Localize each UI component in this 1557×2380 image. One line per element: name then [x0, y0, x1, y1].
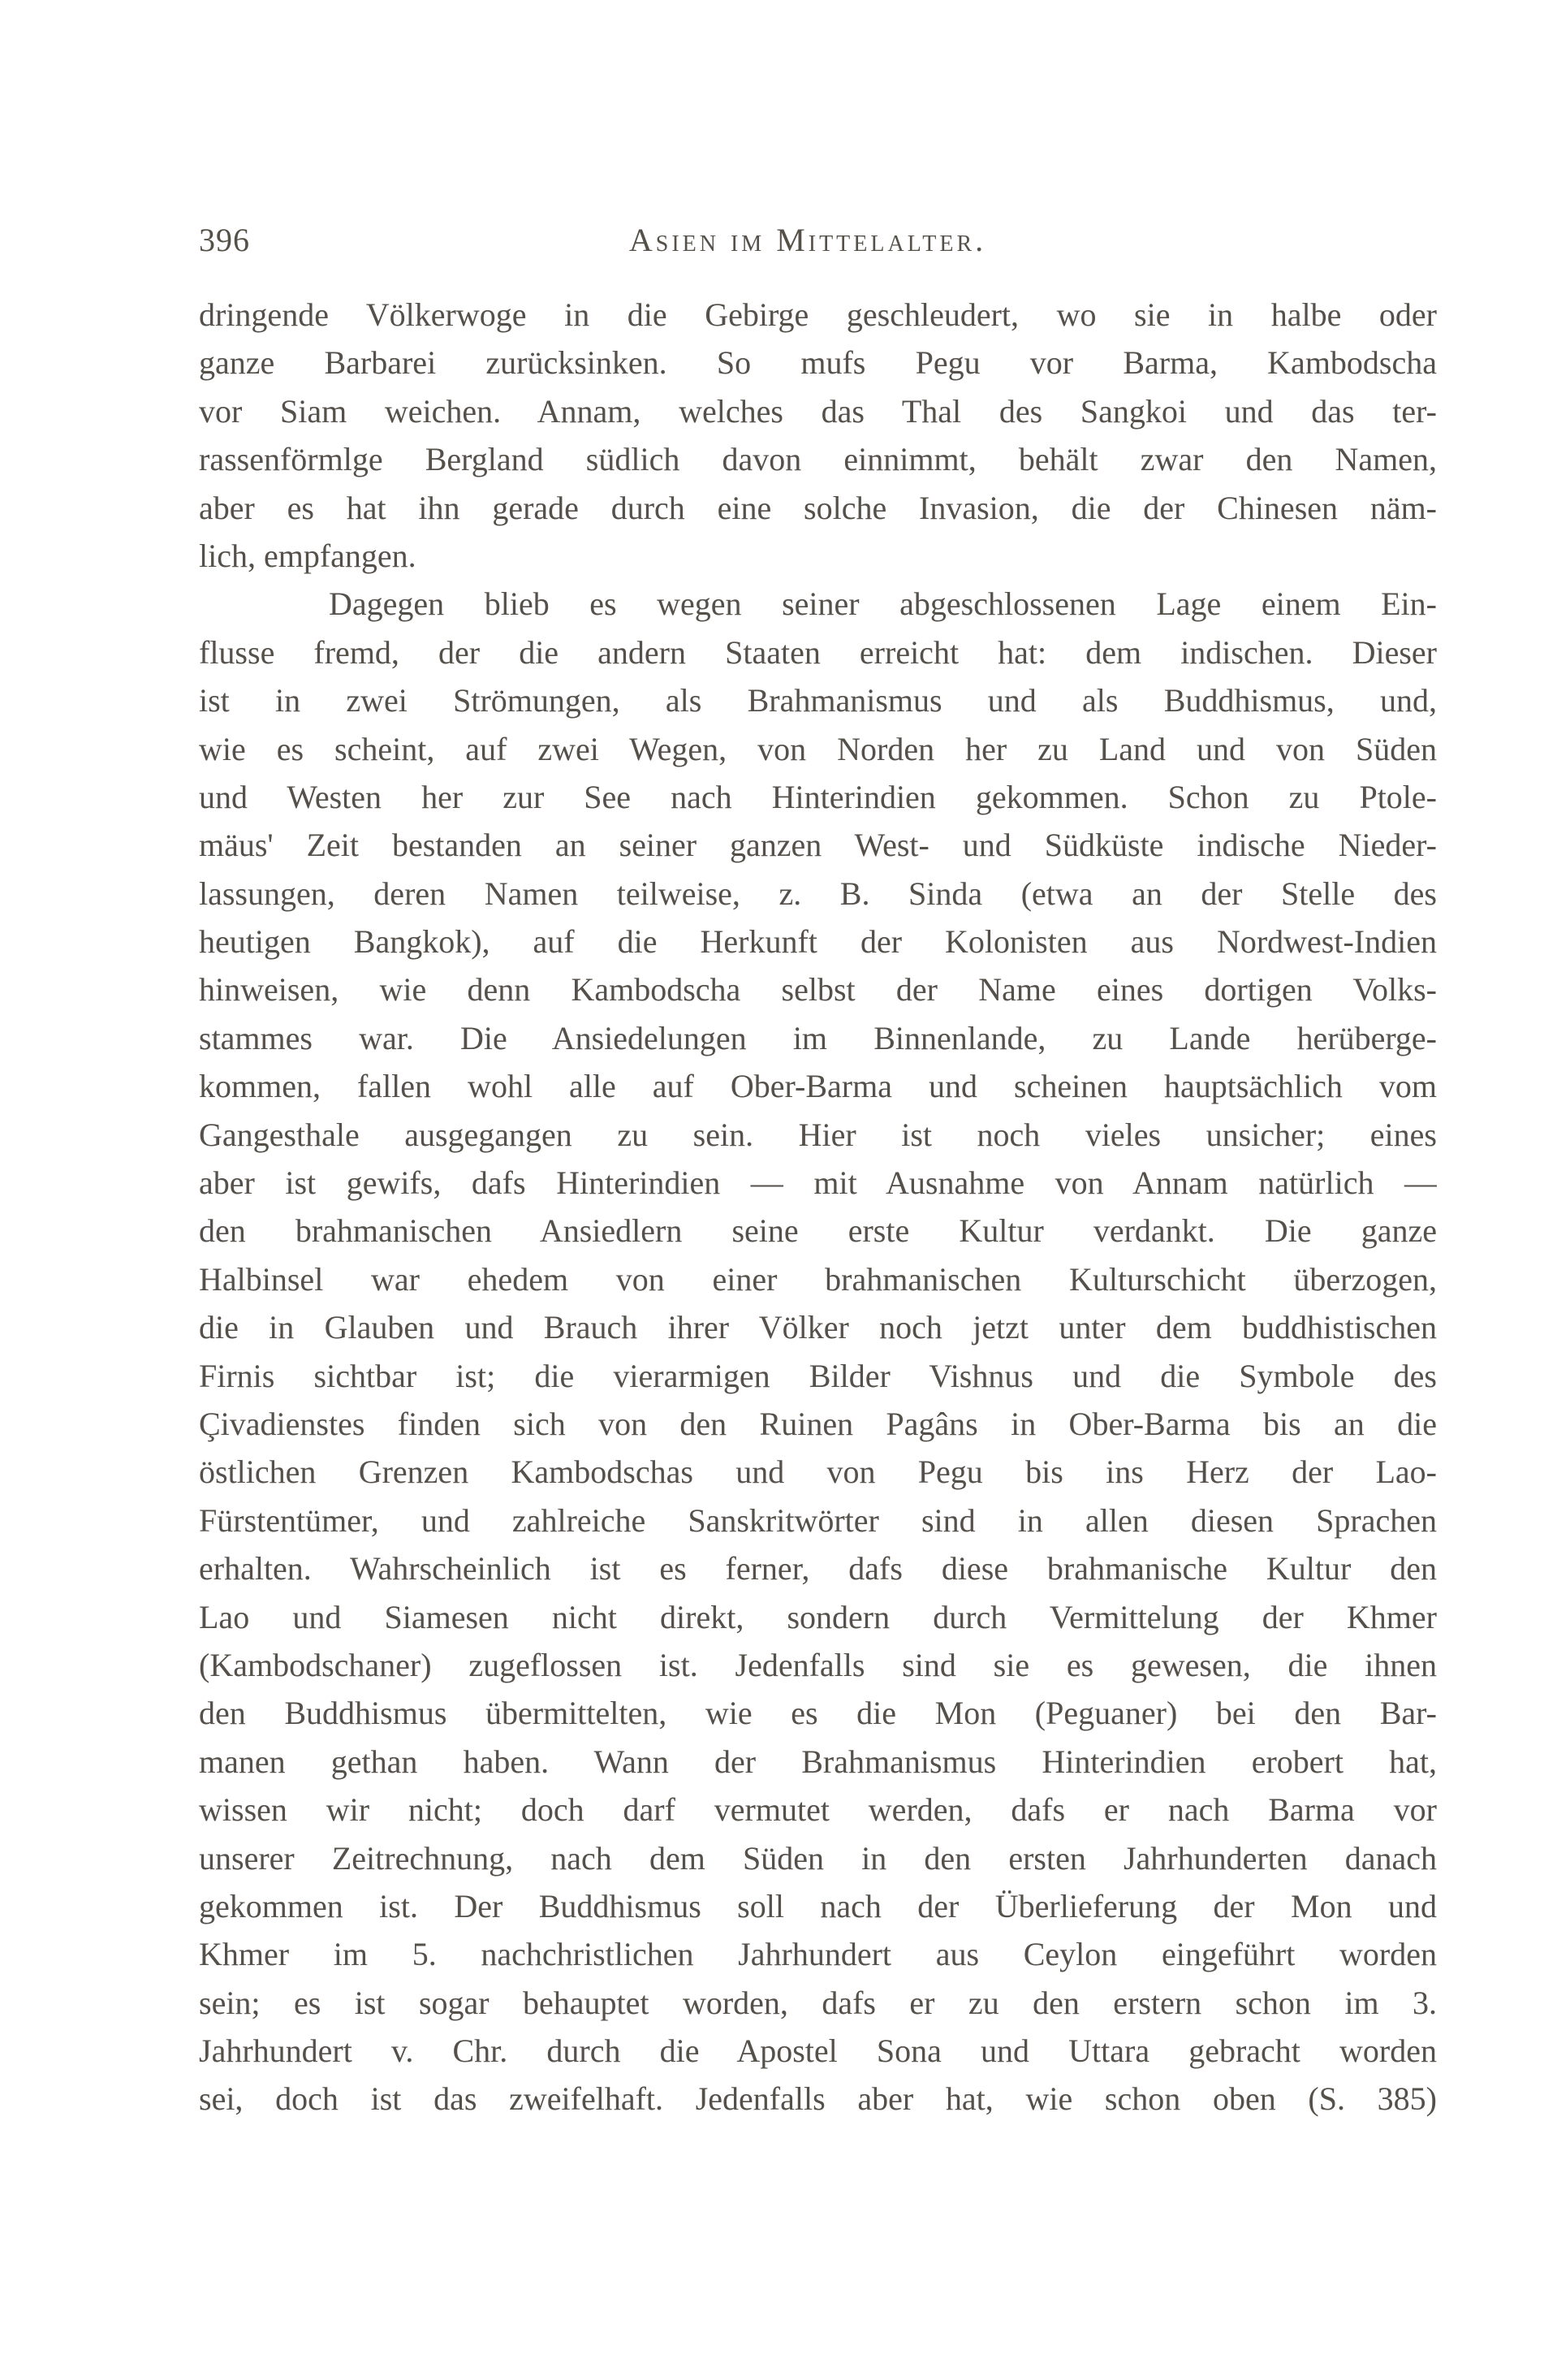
text-line: unserer Zeitrechnung, nach dem Süden in den ersten Jahrhunderten danach	[199, 1839, 1437, 1877]
text-line: dringende Völkerwoge in die Gebirge geschleudert, wo sie in halbe oder	[199, 296, 1437, 333]
text-line: Lao und Siamesen nicht direkt, sondern durch Vermittelung der Khmer	[199, 1598, 1437, 1635]
text-line: Khmer im 5. nachchristlichen Jahrhundert aus Ceylon eingeführt worden	[199, 1936, 1437, 1973]
text-line: und Westen her zur See nach Hinterindien gekommen. Schon zu Ptole-	[199, 778, 1437, 815]
text-line: Fürstentümer, und zahlreiche Sanskritwörter sind in allen diesen Sprachen	[199, 1501, 1437, 1539]
text-line: wie es scheint, auf zwei Wegen, von Norden her zu Land und von Süden	[199, 730, 1437, 767]
text-line: mäus' Zeit bestanden an seiner ganzen West- und Südküste indische Nieder-	[199, 827, 1437, 864]
text-line: heutigen Bangkok), auf die Herkunft der Kolonisten aus Nordwest-Indien	[199, 923, 1437, 961]
text-line: sei, doch ist das zweifelhaft. Jedenfalls aber hat, wie schon oben (S. 385)	[199, 2080, 1437, 2118]
text-line: Dagegen blieb es wegen seiner abgeschlossenen Lage einem Ein-	[329, 585, 1437, 623]
text-line: vor Siam weichen. Annam, welches das Thal des Sangkoi und das ter-	[199, 392, 1437, 430]
text-line: sein; es ist sogar behauptet worden, dafs er zu den erstern schon im 3.	[199, 1984, 1437, 2021]
running-head	[199, 221, 1437, 270]
text-line: wissen wir nicht; doch darf vermutet werden, dafs er nach Barma vor	[199, 1791, 1437, 1829]
text-line: ganze Barbarei zurücksinken. So mufs Pegu vor Barma, Kambodscha	[199, 344, 1437, 382]
text-line: die in Glauben und Brauch ihrer Völker noch jetzt unter dem buddhistischen	[199, 1309, 1437, 1346]
running-title: Asien im Mittelalter.	[628, 222, 987, 258]
text-line: aber es hat ihn gerade durch eine solche Invasion, die der Chinesen näm-	[199, 489, 1437, 526]
text-line: gekommen ist. Der Buddhismus soll nach der Überlieferung der Mon und	[199, 1887, 1437, 1924]
text-line: manen gethan haben. Wann der Brahmanismus Hinterindien erobert hat,	[199, 1743, 1437, 1780]
text-line: Jahrhundert v. Chr. durch die Apostel Sona und Uttara gebracht worden	[199, 2032, 1437, 2070]
text-line: flusse fremd, der die andern Staaten erreicht hat: dem indischen. Dieser	[199, 633, 1437, 671]
text-line: erhalten. Wahrscheinlich ist es ferner, dafs diese brahmanische Kultur den	[199, 1550, 1437, 1587]
text-line: Halbinsel war ehedem von einer brahmanischen Kulturschicht überzogen,	[199, 1260, 1437, 1298]
text-line: lich, empfangen.	[199, 537, 416, 574]
page-number: 396	[199, 222, 250, 258]
text-line: rassenförmlge Bergland südlich davon einnimmt, behält zwar den Namen,	[199, 441, 1437, 478]
text-line: kommen, fallen wohl alle auf Ober-Barma und scheinen hauptsächlich vom	[199, 1068, 1437, 1105]
text-line: Firnis sichtbar ist; die vierarmigen Bilder Vishnus und die Symbole des	[199, 1357, 1437, 1394]
text-line: ist in zwei Strömungen, als Brahmanismus und als Buddhismus, und,	[199, 682, 1437, 719]
text-line: den brahmanischen Ansiedlern seine erste Kultur verdankt. Die ganze	[199, 1212, 1437, 1250]
text-line: den Buddhismus übermittelten, wie es die Mon (Peguaner) bei den Bar-	[199, 1695, 1437, 1732]
text-line: (Kambodschaner) zugeflossen ist. Jedenfalls sind sie es gewesen, die ihnen	[199, 1646, 1437, 1683]
text-line: hinweisen, wie denn Kambodscha selbst der Name eines dortigen Volks-	[199, 971, 1437, 1009]
text-line: stammes war. Die Ansiedelungen im Binnenlande, zu Lande herüberge-	[199, 1019, 1437, 1056]
body-text	[199, 291, 1437, 2123]
text-line: östlichen Grenzen Kambodschas und von Pegu bis ins Herz der Lao-	[199, 1453, 1437, 1491]
text-line: lassungen, deren Namen teilweise, z. B. Sinda (etwa an der Stelle des	[199, 875, 1437, 912]
text-line: aber ist gewifs, dafs Hinterindien — mit Ausnahme von Annam natürlich —	[199, 1164, 1437, 1202]
text-line: Çivadienstes finden sich von den Ruinen Pagâns in Ober-Barma bis an die	[199, 1405, 1437, 1442]
text-line: Gangesthale ausgegangen zu sein. Hier ist noch vieles unsicher; eines	[199, 1116, 1437, 1153]
